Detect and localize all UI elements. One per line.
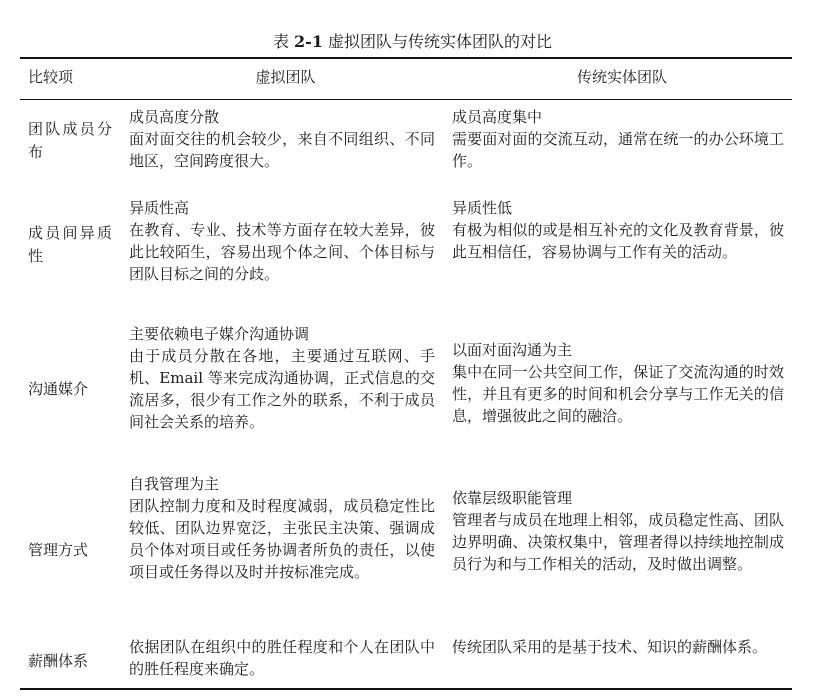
- virtual-cell: [129, 473, 435, 583]
- header-comparison-item: 比较项: [28, 68, 74, 86]
- traditional-cell: [452, 197, 784, 263]
- traditional-description: 需要面对面的交流互动，通常在统一的办公环境工作。: [452, 130, 784, 170]
- table-top-rule: [20, 57, 792, 59]
- caption-prefix: 表: [272, 32, 289, 51]
- virtual-heading: 成员高度分散: [129, 108, 220, 126]
- row-label: 成员间异质性: [28, 224, 112, 265]
- row-label: 团队成员分布: [28, 120, 112, 161]
- traditional-description: 传统团队采用的是基于技术、知识的薪酬体系。: [452, 638, 768, 656]
- virtual-cell: [129, 106, 435, 172]
- traditional-heading: 依靠层级职能管理: [452, 489, 573, 507]
- header-rule: [20, 99, 792, 100]
- caption-number: 2-1: [294, 32, 323, 51]
- traditional-heading: 异质性低: [452, 199, 513, 217]
- virtual-cell: [129, 323, 435, 433]
- header-traditional-team: 传统实体团队: [576, 68, 667, 86]
- table-caption: [0, 30, 825, 54]
- traditional-description: 集中在同一公共空间工作，保证了交流沟通的时效性，并且有更多的时间和机会分享与工作无关的信息，增强彼此之间的融洽。: [452, 363, 784, 425]
- table-bottom-rule: [20, 688, 792, 690]
- virtual-heading: 主要依赖电子媒介沟通协调: [129, 325, 310, 343]
- row-label: 沟通媒介: [28, 380, 89, 398]
- traditional-cell: [452, 636, 784, 658]
- traditional-heading: 以面对面沟通为主: [452, 341, 573, 359]
- traditional-cell: [452, 106, 784, 172]
- virtual-cell: [129, 197, 435, 285]
- virtual-description: 由于成员分散在各地，主要通过互联网、手机、Email 等来完成沟通协调，正式信息的交流居多，很少有工作之外的联系，不利于成员间社会关系的培养。: [129, 347, 435, 431]
- header-virtual-team: 虚拟团队: [255, 68, 316, 86]
- virtual-heading: 自我管理为主: [129, 475, 220, 493]
- row-label: 薪酬体系: [28, 652, 89, 670]
- traditional-cell: [452, 487, 784, 575]
- virtual-description: 依据团队在组织中的胜任程度和个人在团队中的胜任程度来确定。: [129, 638, 435, 678]
- traditional-description: 有极为相似的或是相互补充的文化及教育背景，彼此互相信任，容易协调与工作有关的活动。: [452, 221, 784, 261]
- traditional-description: 管理者与成员在地理上相邻，成员稳定性高、团队边界明确、决策权集中，管理者得以持续地控制成员行为和与工作相关的活动，及时做出调整。: [452, 511, 784, 573]
- caption-title: 虚拟团队与传统实体团队的对比: [328, 32, 553, 51]
- virtual-description: 团队控制力度和及时程度减弱，成员稳定性比较低、团队边界宽泛，主张民主决策、强调成员个体对项目或任务协调者所负的责任，以使项目或任务得以及时并按标准完成。: [129, 497, 435, 581]
- virtual-description: 面对面交往的机会较少，来自不同组织、不同地区，空间跨度很大。: [129, 130, 435, 170]
- virtual-description: 在教育、专业、技术等方面存在较大差异，彼此比较陌生，容易出现个体之间、个体目标与团队目标之间的分歧。: [129, 221, 435, 283]
- traditional-cell: [452, 339, 784, 427]
- row-label: 管理方式: [28, 541, 89, 559]
- virtual-heading: 异质性高: [129, 199, 190, 217]
- virtual-cell: [129, 636, 435, 680]
- traditional-heading: 成员高度集中: [452, 108, 543, 126]
